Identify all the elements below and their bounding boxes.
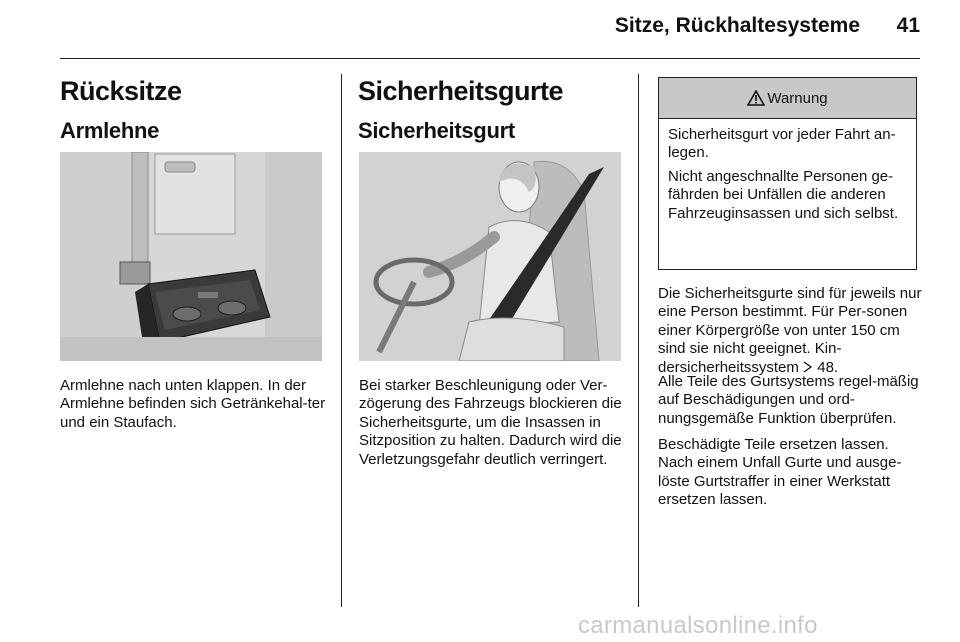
driver-with-seatbelt-illustration <box>359 152 621 361</box>
warning-title: Warnung <box>767 89 828 107</box>
warning-text-2: Nicht angeschnallte Personen ge-fährden bei Unfällen die anderen Fahrzeuginsassen und sich selbst. <box>668 168 899 222</box>
warning-header <box>659 78 916 119</box>
header-divider <box>60 58 920 59</box>
subheading-sicherheitsgurt: Sicherheitsgurt <box>358 118 515 143</box>
subheading-armlehne: Armlehne <box>60 118 160 143</box>
belt-usage-text: Die Sicherheitsgurte sind für jeweils nur eine Person bestimmt. Für Per-sonen einer Körpergröße von unter 150 cm sind sie nicht geeignet. Kin-dersicherheitssystem <box>658 285 922 376</box>
armrest-paragraph: Armlehne nach unten klappen. In der Armlehne befinden sich Getränkehal-ter und ein Staufach. <box>60 377 326 431</box>
section-heading-ruecksitze: Rücksitze <box>60 76 182 106</box>
column-divider-left <box>341 74 342 607</box>
warning-text-1: Sicherheitsgurt vor jeder Fahrt an-legen. <box>668 126 896 162</box>
running-header-title: Sitze, Rückhaltesysteme <box>614 14 860 37</box>
warning-triangle-icon <box>747 90 765 106</box>
page-reference-arrow-icon <box>803 361 813 373</box>
page-reference: 48. <box>817 358 839 376</box>
section-heading-sicherheitsgurte: Sicherheitsgurte <box>358 76 564 106</box>
belt-usage-paragraph <box>658 285 922 377</box>
warning-box <box>658 77 917 270</box>
seatbelt-paragraph: Bei starker Beschleunigung oder Ver-zögerung des Fahrzeugs blockieren die Sicherheitsgurte, um die Insassen in Sitzposition zu halten. Dadurch wird die Verletzungsgefahr deutlich verringert. <box>359 377 622 468</box>
watermark: carmanualsonline.info <box>578 612 818 639</box>
inspection-paragraph: Alle Teile des Gurtsystems regel-mäßig auf Beschädigungen und ord-nungsgemäße Funktion überprüfen. <box>658 373 919 427</box>
rear-seat-armrest-illustration <box>60 152 322 361</box>
replacement-paragraph: Beschädigte Teile ersetzen lassen. Nach einem Unfall Gurte und ausge-löste Gurtstraffer in einer Werkstatt ersetzen lassen. <box>658 436 902 509</box>
column-divider-right <box>638 74 639 607</box>
page-number: 41 <box>896 14 920 37</box>
